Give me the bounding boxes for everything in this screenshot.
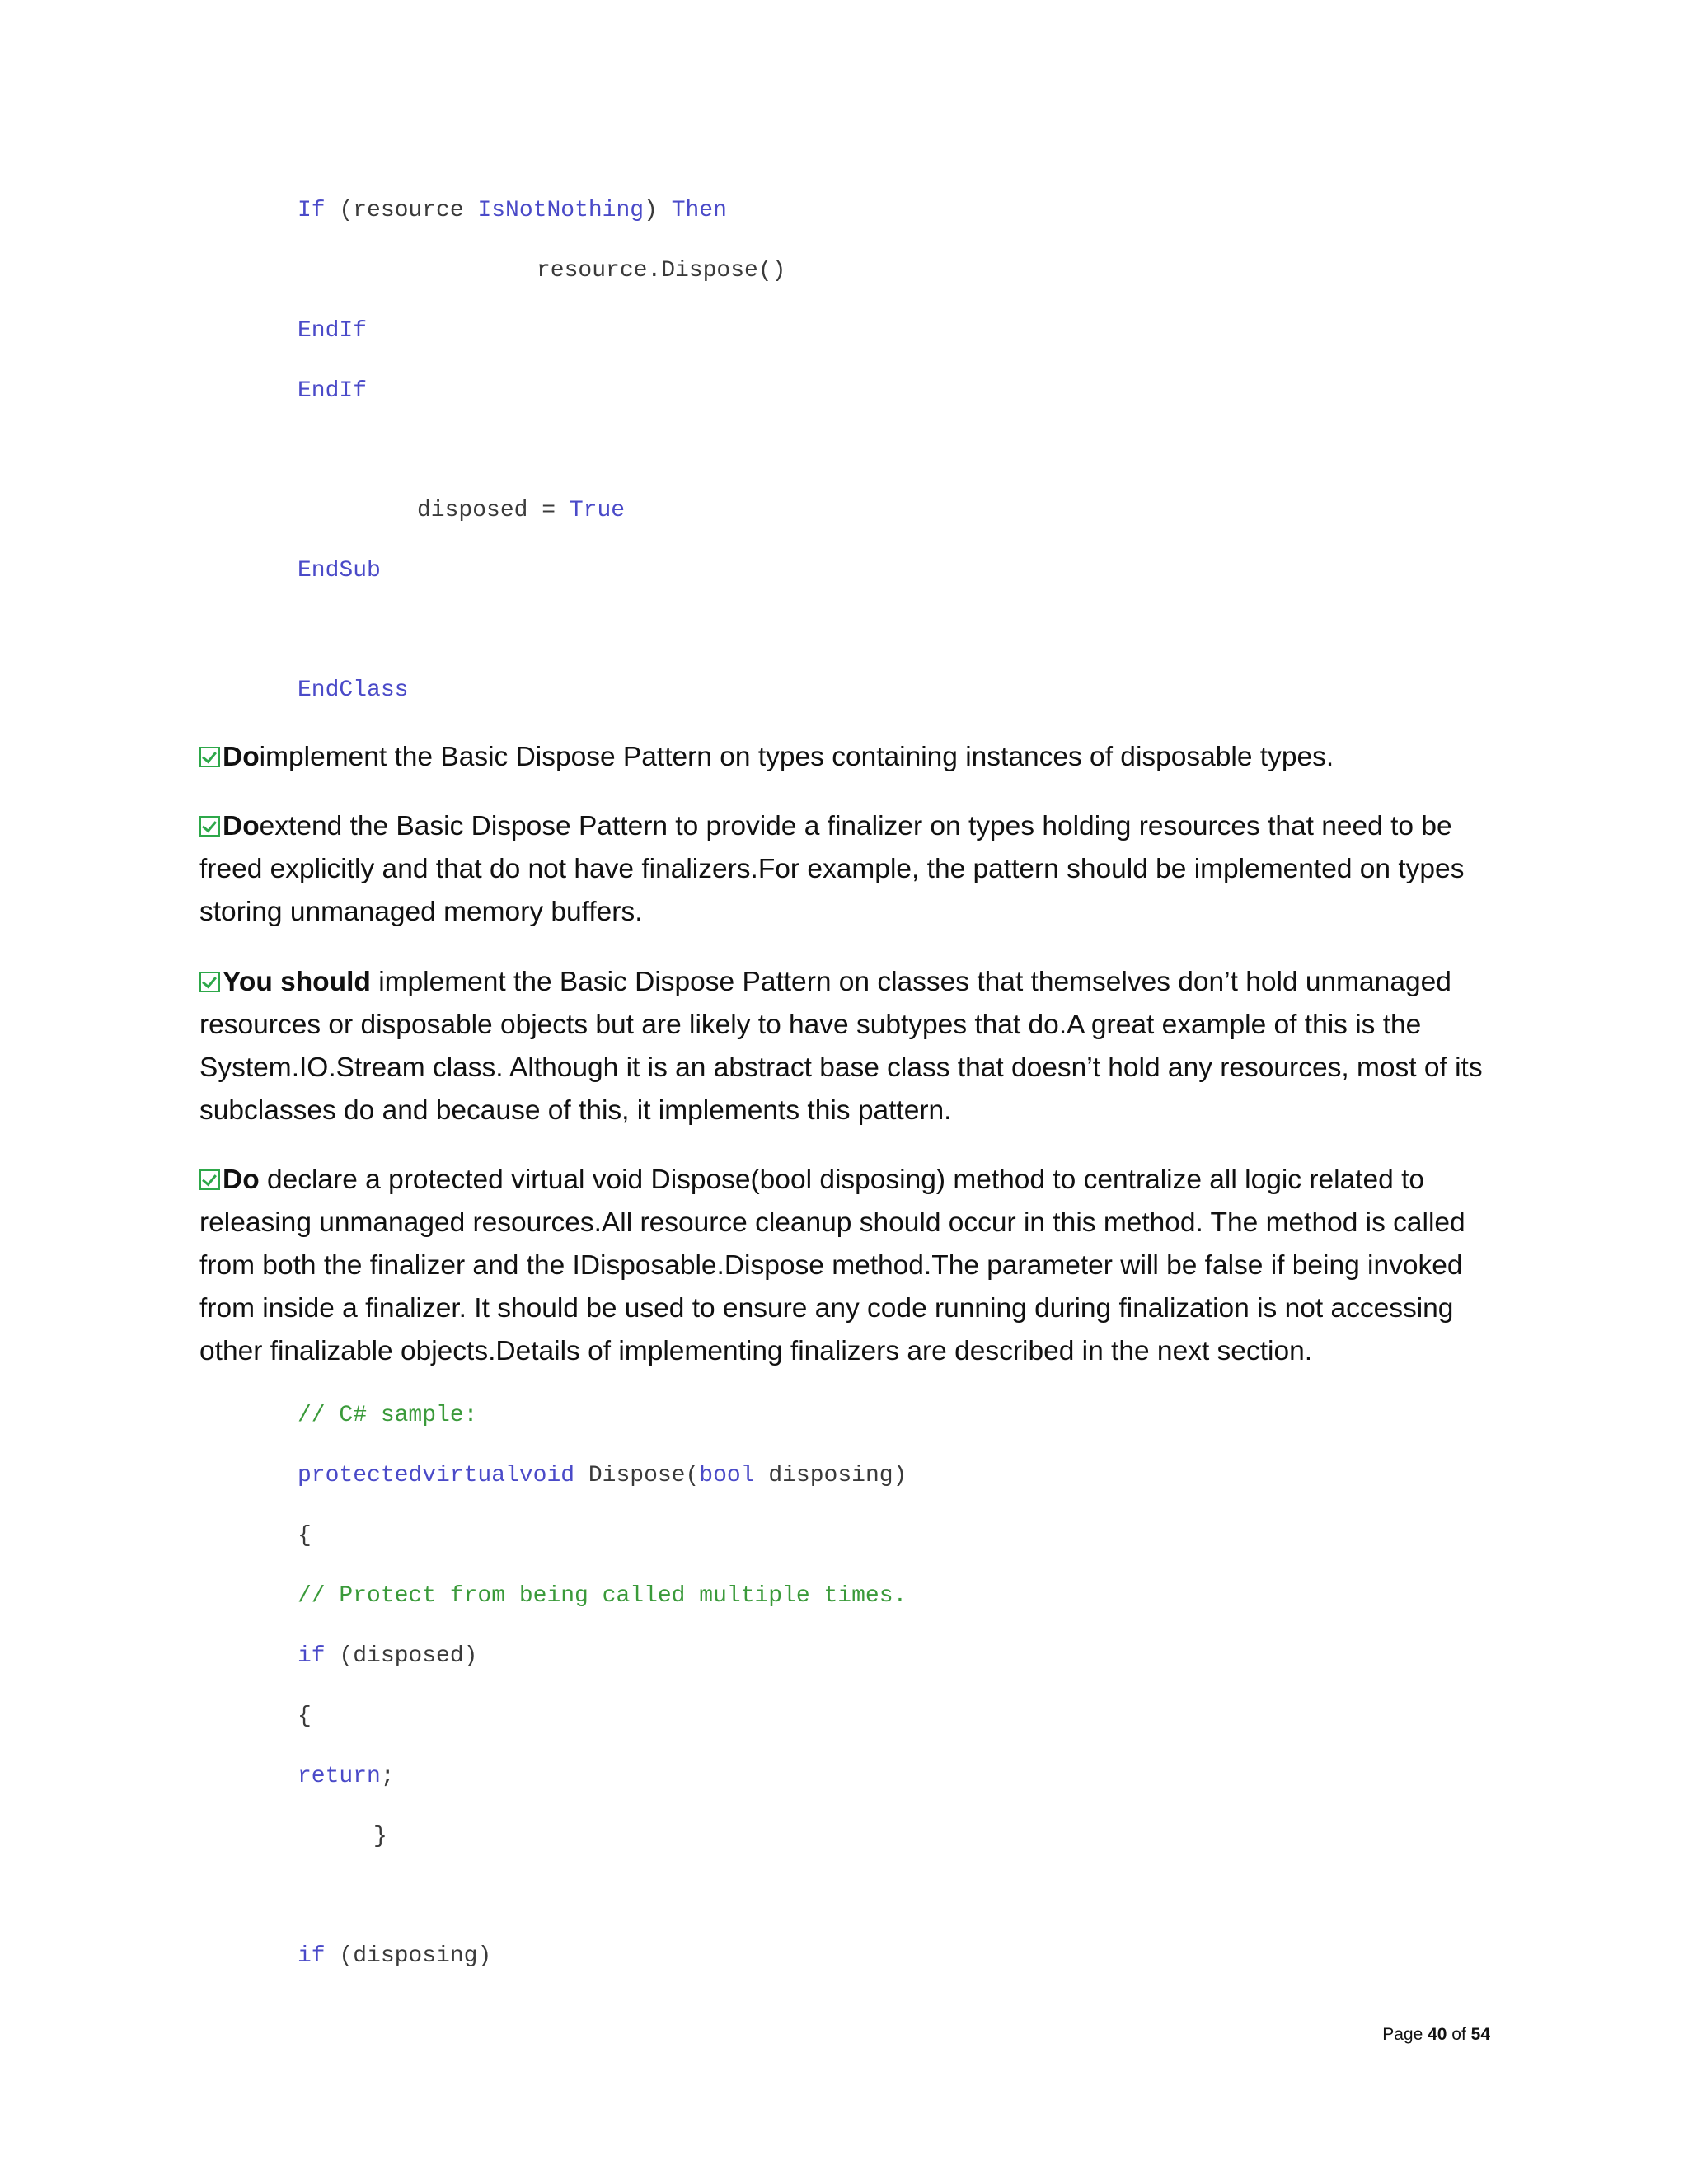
code-text: (disposing) — [325, 1943, 492, 1969]
guideline-lead: You should — [223, 967, 371, 997]
checkbox-icon — [199, 1169, 220, 1190]
guideline-text: declare a protected virtual void Dispose(bool disposing) method to centralize all logic related to releasing unmanaged resources.All resource cleanup should occur in this method. The method is called from both the finalizer and the IDisposable.Dispose method.The parameter will be false if being invoked from inside a finalizer. It should be used to ensure any code running during finalization is not accessing other finalizable objects.Details of implementing finalizers are described in the next section. — [199, 1165, 1465, 1366]
code-line — [298, 316, 367, 346]
code-line — [298, 196, 727, 226]
code-line — [298, 1942, 491, 1971]
code-text: disposing) — [754, 1463, 907, 1488]
code-text: (disposed) — [325, 1643, 478, 1669]
page-footer — [1382, 2025, 1490, 2045]
page-total: 54 — [1470, 2025, 1490, 2044]
code-keyword: EndIf — [298, 318, 368, 344]
code-line — [373, 1822, 387, 1852]
code-keyword: bool — [699, 1463, 755, 1488]
code-line — [298, 676, 408, 705]
guideline-lead: Do — [223, 742, 260, 772]
code-comment: // C# sample: — [298, 1403, 478, 1428]
code-comment: // Protect from being called multiple times. — [298, 1583, 907, 1609]
code-line — [298, 1401, 477, 1431]
guideline-lead: Do — [223, 811, 260, 841]
code-keyword: if — [298, 1943, 326, 1969]
code-line — [298, 377, 367, 406]
page-number: 40 — [1428, 2025, 1447, 2044]
code-text: disposed = — [417, 498, 570, 523]
guideline-text: extend the Basic Dispose Pattern to provide a finalizer on types holding resources that need to be freed explicitly and that do not have finalizers.For example, the pattern should be implemented on types storing unmanaged memory buffers. — [199, 811, 1465, 927]
code-text: ) — [644, 198, 672, 223]
code-line — [298, 1521, 312, 1551]
guideline-text: implement the Basic Dispose Pattern on classes that themselves don’t hold unmanaged resources or disposable objects but are likely to have subtypes that do.A great example of this is the System.IO.Stream class. Although it is an abstract base class that doesn’t hold any resources, most of its subclasses do and because of this, it implements this pattern. — [199, 967, 1483, 1126]
code-keyword: if — [298, 1643, 326, 1669]
code-line — [298, 1642, 477, 1671]
code-keyword: EndClass — [298, 677, 409, 703]
checkbox-icon — [199, 972, 220, 992]
code-keyword: EndIf — [298, 378, 368, 404]
code-text: } — [373, 1824, 387, 1849]
code-line — [298, 1702, 312, 1732]
code-text: { — [298, 1704, 312, 1729]
code-text: resource.Dispose() — [537, 258, 786, 284]
code-keyword: True — [569, 498, 626, 523]
code-line — [298, 556, 381, 586]
code-keyword: protectedvirtualvoid — [298, 1463, 575, 1488]
code-keyword: Then — [671, 198, 727, 223]
page-label: Page — [1382, 2025, 1428, 2044]
code-line — [298, 1461, 907, 1491]
code-line — [298, 1582, 907, 1611]
code-line — [537, 256, 785, 286]
code-keyword: return — [298, 1764, 381, 1789]
guideline-paragraph — [199, 736, 1502, 779]
guideline-paragraph — [199, 805, 1502, 934]
page-of-label: of — [1447, 2025, 1471, 2044]
checkbox-icon — [199, 816, 220, 837]
code-text: ; — [380, 1764, 395, 1789]
code-line — [417, 496, 625, 526]
code-line — [298, 1762, 395, 1792]
code-keyword: If — [298, 198, 326, 223]
code-text: { — [298, 1523, 312, 1549]
checkbox-icon — [199, 747, 220, 767]
code-text: Dispose( — [574, 1463, 700, 1488]
code-keyword: IsNotNothing — [477, 198, 645, 223]
code-keyword: EndSub — [298, 558, 381, 583]
guideline-text: implement the Basic Dispose Pattern on types containing instances of disposable types. — [259, 742, 1334, 772]
guideline-paragraph — [199, 961, 1502, 1132]
guideline-paragraph — [199, 1159, 1502, 1373]
code-text: (resource — [325, 198, 478, 223]
guideline-lead: Do — [223, 1165, 260, 1195]
